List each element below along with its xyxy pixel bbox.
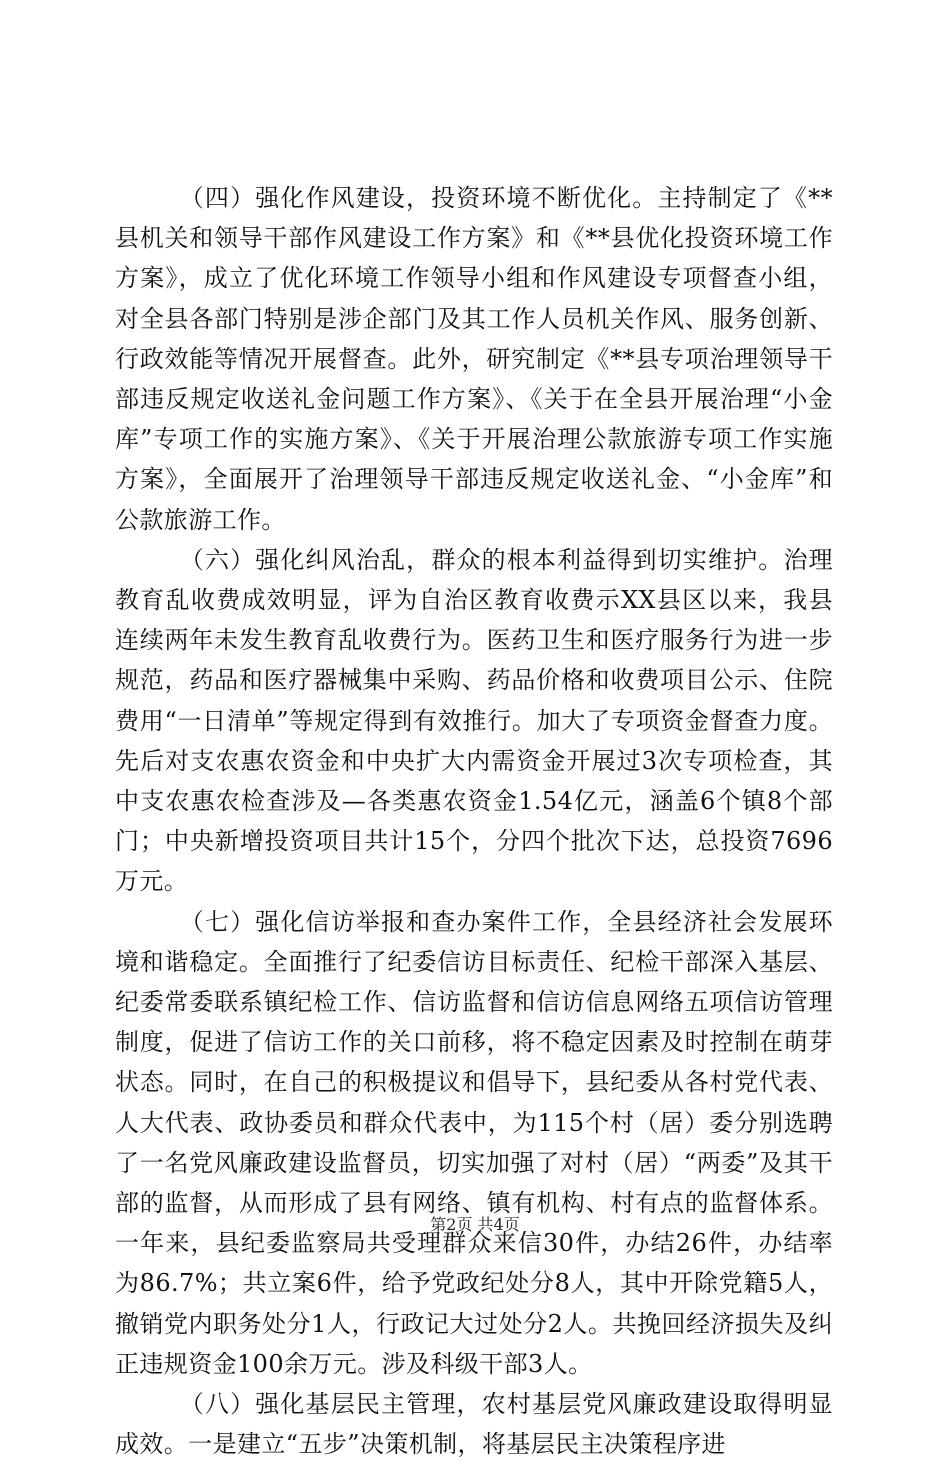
- paragraph-section-7: （七）强化信访举报和查办案件工作，全县经济社会发展环境和谐稳定。全面推行了纪委信访目标责任、纪检干部深入基层、纪委常委联系镇纪检工作、信访监督和信访信息网络五项信访管理制度，促进了信访工作的关口前移，将不稳定因素及时控制在萌芽状态。同时，在自己的积极提议和倡导下，县纪委从各村党代表、人大代表、政协委员和群众代表中，为115个村（居）委分别选聘了一名党风廉政建设监督员，切实加强了对村（居）“两委”及其干部的监督，从而形成了县有网络、镇有机构、村有点的监督体系。一年来，县纪委监察局共受理群众来信30件，办结26件，办结率为86.7%；共立案6件，给予党政纪处分8人，其中开除党籍5人，撤销党内职务处分1人，行政记大过处分2人。共挽回经济损失及纠正违规资金100余万元。涉及科级干部3人。: [115, 907, 833, 1378]
- paragraph-section-6: （六）强化纠风治乱，群众的根本利益得到切实维护。治理教育乱收费成效明显，评为自治区教育收费示XX县区以来，我县连续两年未发生教育乱收费行为。医药卫生和医疗服务行为进一步规范，药品和医疗器械集中采购、药品价格和收费项目公示、住院费用“一日清单”等规定得到有效推行。加大了专项资金督查力度。先后对支农惠农资金和中央扩大内需资金开展过3次专项检查，其中支农惠农检查涉及—各类惠农资金1.54亿元，涵盖6个镇8个部门；中央新增投资项目共计15个，分四个批次下达，总投资7696万元。: [115, 545, 833, 896]
- paragraph-section-8: （八）强化基层民主管理，农村基层党风廉政建设取得明显成效。一是建立“五步”决策机制，将基层民主决策程序进: [115, 1390, 833, 1459]
- document-body: [115, 178, 833, 1465]
- paragraph-section-4: （四）强化作风建设，投资环境不断优化。主持制定了《**县机关和领导干部作风建设工作方案》和《**县优化投资环境工作方案》，成立了优化环境工作领导小组和作风建设专项督查小组，对全县各部门特别是涉企部门及其工作人员机关作风、服务创新、行政效能等情况开展督查。此外，研究制定《**县专项治理领导干部违反规定收送礼金问题工作方案》、《关于在全县开展治理“小金库”专项工作的实施方案》、《关于开展治理公款旅游专项工作实施方案》，全面展开了治理领导干部违反规定收送礼金、“小金库”和公款旅游工作。: [115, 184, 833, 534]
- page-footer: 第2页 共4页: [430, 1215, 520, 1234]
